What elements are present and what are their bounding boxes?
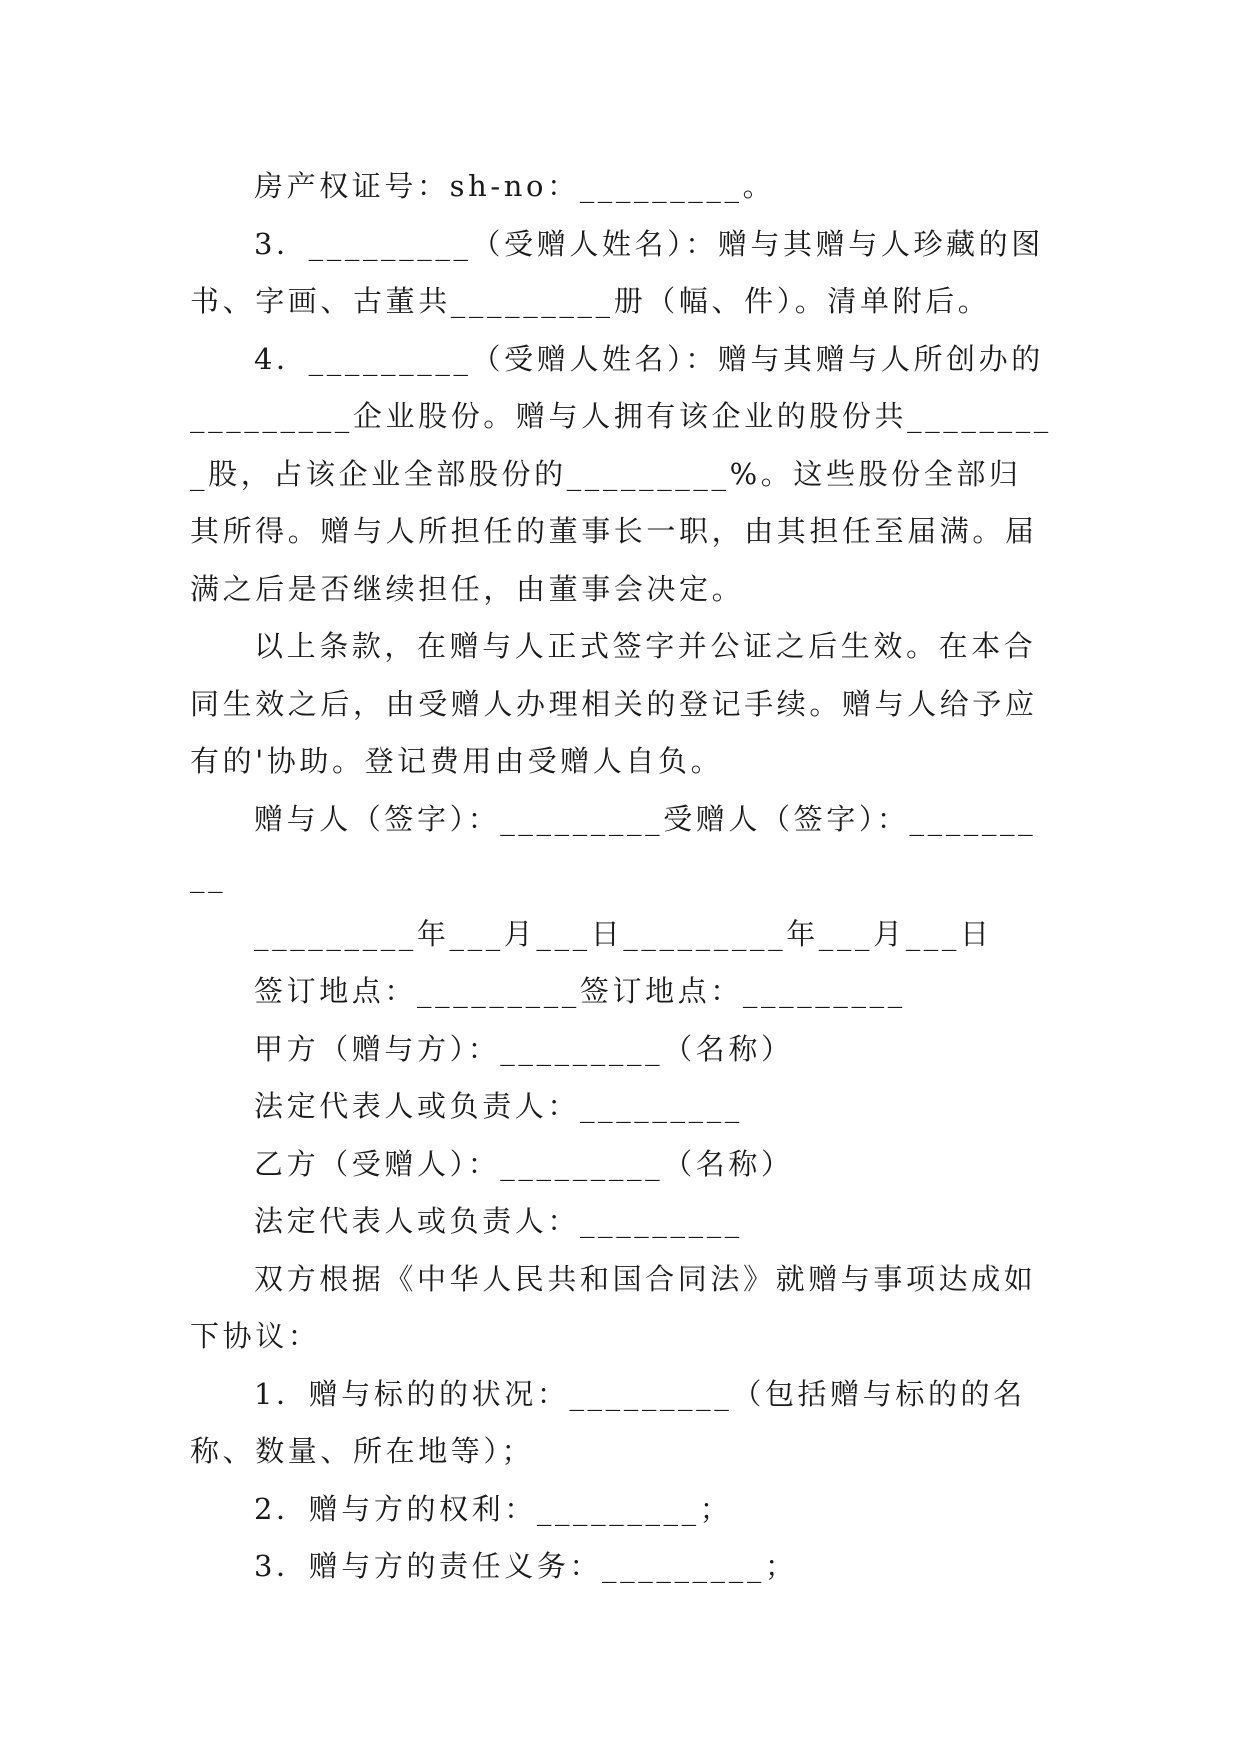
effectiveness-clause: 以上条款，在赠与人正式签字并公证之后生效。在本合同生效之后，由受赠人办理相关的登记手续。赠与人给予应有的'协助。登记费用由受赠人自负。 [190,629,1038,778]
term-3-donor-obligations: 3．赠与方的责任义务：_________； [254,1549,798,1583]
party-b-representative-line: 法定代表人或负责人：_________ [254,1204,743,1238]
signing-place-line: 签订地点：_________签订地点：_________ [254,974,906,1008]
clause-4-share-gift: 4．_________（受赠人姓名）：赠与其赠与人所创办的_________企业股份。赠与人拥有该企业的股份共_________股，占该企业全部股份的_________%。这些股份全部归其所得。赠与人所担任的董事长一职，由其担任至届满。届满之后是否继续担任，由董事会决定。 [190,341,1052,606]
property-certificate-line: 房产权证号：sh-no：_________。 [254,169,776,203]
signing-date-line: _________年___月___日_________年___月___日 [254,916,993,951]
party-a-representative-line: 法定代表人或负责人：_________ [254,1089,743,1123]
signature-line: 赠与人（签字）：_________受赠人（签字）：_________ [190,801,1037,893]
party-a-line: 甲方（赠与方）：_________（名称） [254,1031,794,1066]
term-1-gift-subject: 1．赠与标的的状况：_________（包括赠与标的的名称、数量、所在地等）； [190,1376,1026,1468]
agreement-preamble: 双方根据《中华人民共和国合同法》就赠与事项达成如下协议： [190,1261,1037,1353]
party-b-line: 乙方（受赠人）：_________（名称） [254,1146,794,1181]
document-page [190,158,1052,1596]
clause-3-collection-gift: 3．_________（受赠人姓名）：赠与其赠与人珍藏的图书、字画、古董共_________册（幅、件）。清单附后。 [190,226,1044,318]
term-2-donor-rights: 2．赠与方的权利：_________； [254,1491,733,1526]
